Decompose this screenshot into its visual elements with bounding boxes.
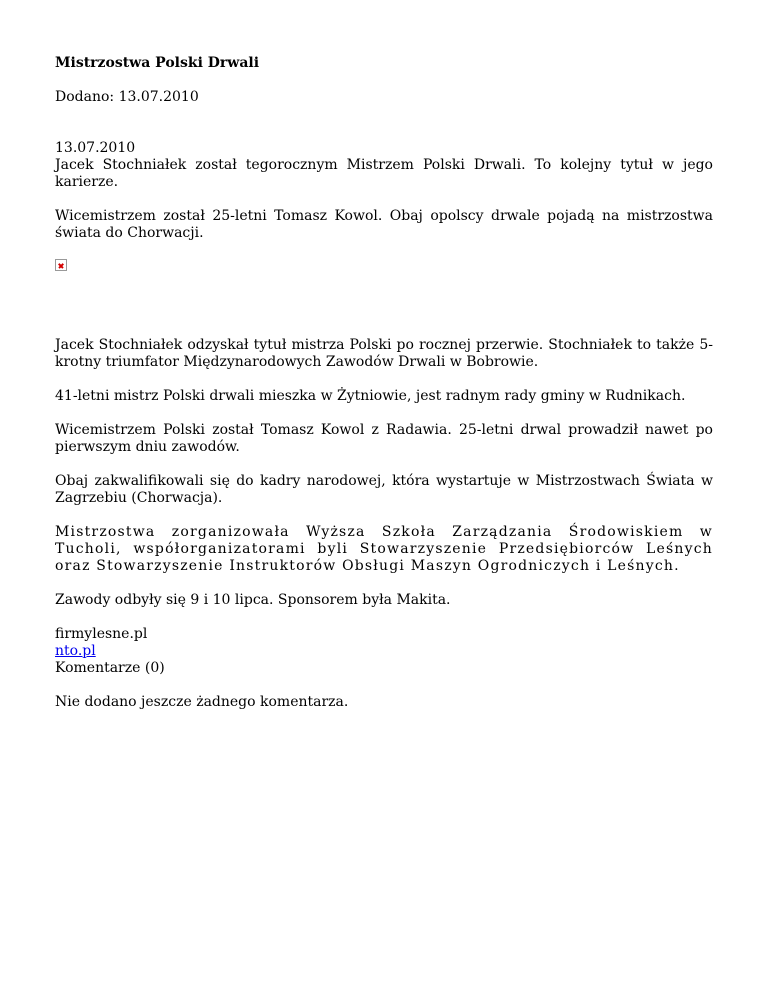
article-lead <box>55 140 713 191</box>
paragraph-1: Jacek Stochniałek został tegorocznym Mistrzem Polski Drwali. To kolejny tytuł w jego karierze. <box>55 157 713 190</box>
source-text: firmylesne.pl <box>55 626 148 642</box>
no-comments-text: Nie dodano jeszcze żadnego komentarza. <box>55 694 349 710</box>
source-block <box>55 626 713 677</box>
paragraph-5: Wicemistrzem Polski został Tomasz Kowol z Radawia. 25-letni drwal prowadził nawet po pierwszym dniu zawodów. <box>55 422 713 455</box>
article-date: 13.07.2010 <box>55 140 136 156</box>
paragraph-6: Obaj zakwalifikowali się do kadry narodowej, która wystartuje w Mistrzostwach Świata w Zagrzebiu (Chorwacja). <box>55 473 713 506</box>
paragraph-8: Zawody odbyły się 9 i 10 lipca. Sponsorem była Makita. <box>55 592 451 608</box>
image-container <box>55 259 713 337</box>
added-date: Dodano: 13.07.2010 <box>55 89 199 105</box>
paragraph-3: Jacek Stochniałek odzyskał tytuł mistrza Polski po rocznej przerwie. Stochniałek to także 5-krotny triumfator Międzynarodowych Zawodów Drwali w Bobrowie. <box>55 337 713 370</box>
broken-image-icon <box>55 259 67 271</box>
source-link[interactable]: nto.pl <box>55 643 96 659</box>
paragraph-4: 41-letni mistrz Polski drwali mieszka w Żytniowie, jest radnym rady gminy w Rudnikach. <box>55 388 686 404</box>
paragraph-7: Mistrzostwa zorganizowała Wyższa Szkoła Zarządzania Środowiskiem w Tucholi, współorganizatorami byli Stowarzyszenie Przedsiębiorców Leśnych oraz Stowarzyszenie Instruktorów Obsługi Maszyn Ogrodniczych i Leśnych. <box>55 524 713 574</box>
paragraph-2: Wicemistrzem został 25-letni Tomasz Kowol. Obaj opolscy drwale pojadą na mistrzostwa świata do Chorwacji. <box>55 208 713 241</box>
comments-label: Komentarze (0) <box>55 660 165 676</box>
spacer <box>55 123 713 140</box>
article-title: Mistrzostwa Polski Drwali <box>55 55 260 71</box>
